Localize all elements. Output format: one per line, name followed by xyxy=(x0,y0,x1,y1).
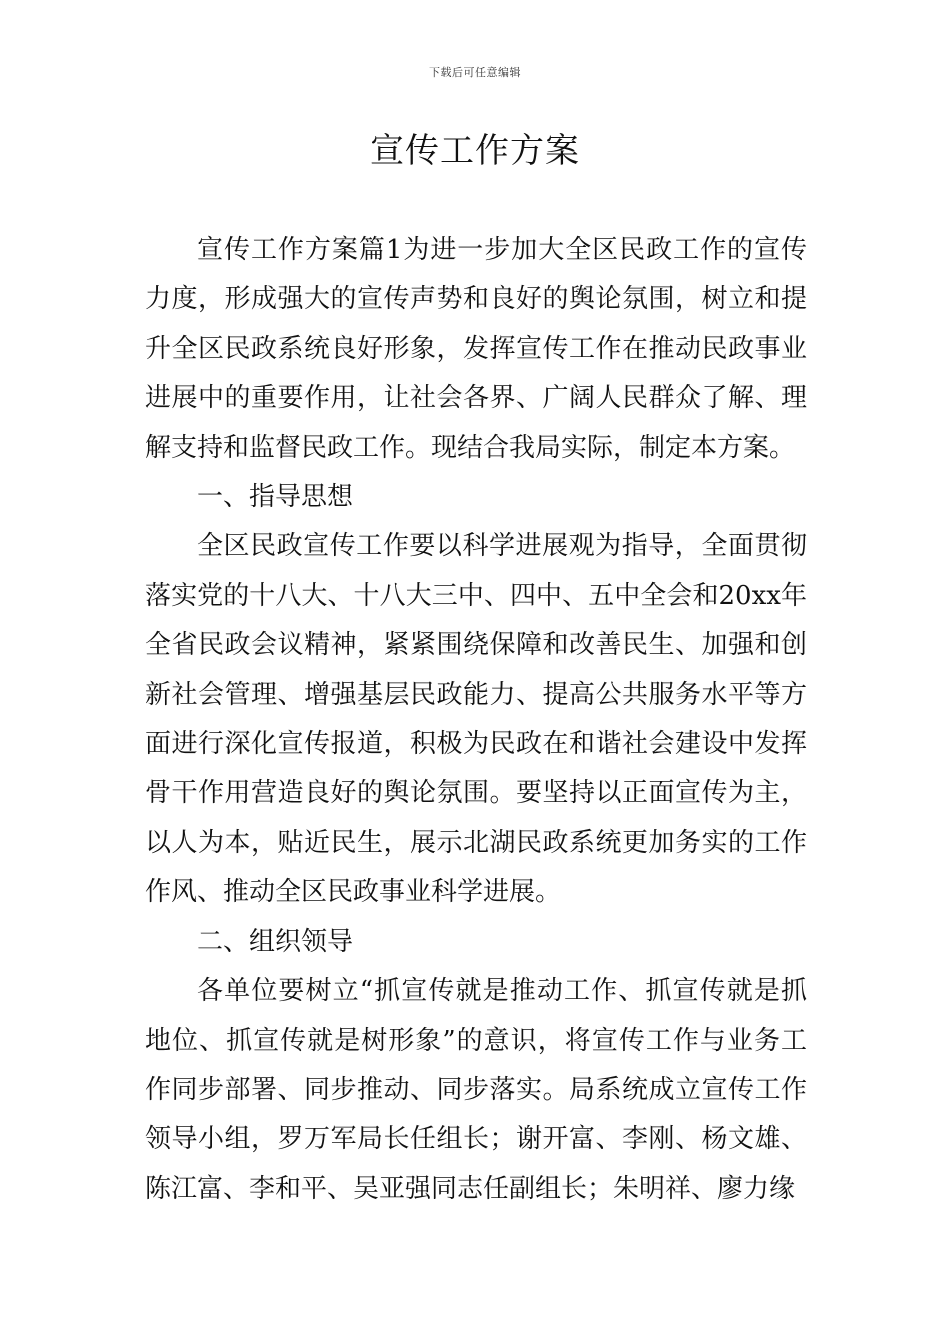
paragraph-intro: 宣传工作方案篇1为进一步加大全区民政工作的宣传力度，形成强大的宣传声势和良好的舆论氛围，树立和提升全区民政系统良好形象，发挥宣传工作在推动民政事业进展中的重要作用，让社会各界、广阔人民群众了解、理解支持和监督民政工作。现结合我局实际，制定本方案。 xyxy=(145,235,807,463)
paragraph-guiding-ideology: 全区民政宣传工作要以科学进展观为指导，全面贯彻落实党的十八大、十八大三中、四中、五中全会和20xx年全省民政会议精神，紧紧围绕保障和改善民生、加强和创新社会管理、增强基层民政能力、提高公共服务水平等方面进行深化宣传报道，积极为民政在和谐社会建设中发挥骨干作用营造良好的舆论氛围。要坚持以正面宣传为主，以人为本，贴近民生，展示北湖民政系统更加务实的工作作风、推动全区民政事业科学进展。 xyxy=(145,531,807,908)
section-heading-organization-leadership: 二、组织领导 xyxy=(197,926,354,957)
paragraph-organization-leadership: 各单位要树立“抓宣传就是推动工作、抓宣传就是抓地位、抓宣传就是树形象”的意识，将宣传工作与业务工作同步部署、同步推动、同步落实。局系统成立宣传工作领导小组，罗万军局长任组长；谢开富、李刚、杨文雄、陈江富、李和平、吴亚强同志任副组长；朱明祥、廖力缘 xyxy=(145,976,807,1204)
document-body xyxy=(145,226,807,1214)
document-title: 宣传工作方案 xyxy=(370,131,580,171)
header-note: 下载后可任意编辑 xyxy=(429,66,521,79)
section-heading-guiding-ideology: 一、指导思想 xyxy=(197,482,354,513)
